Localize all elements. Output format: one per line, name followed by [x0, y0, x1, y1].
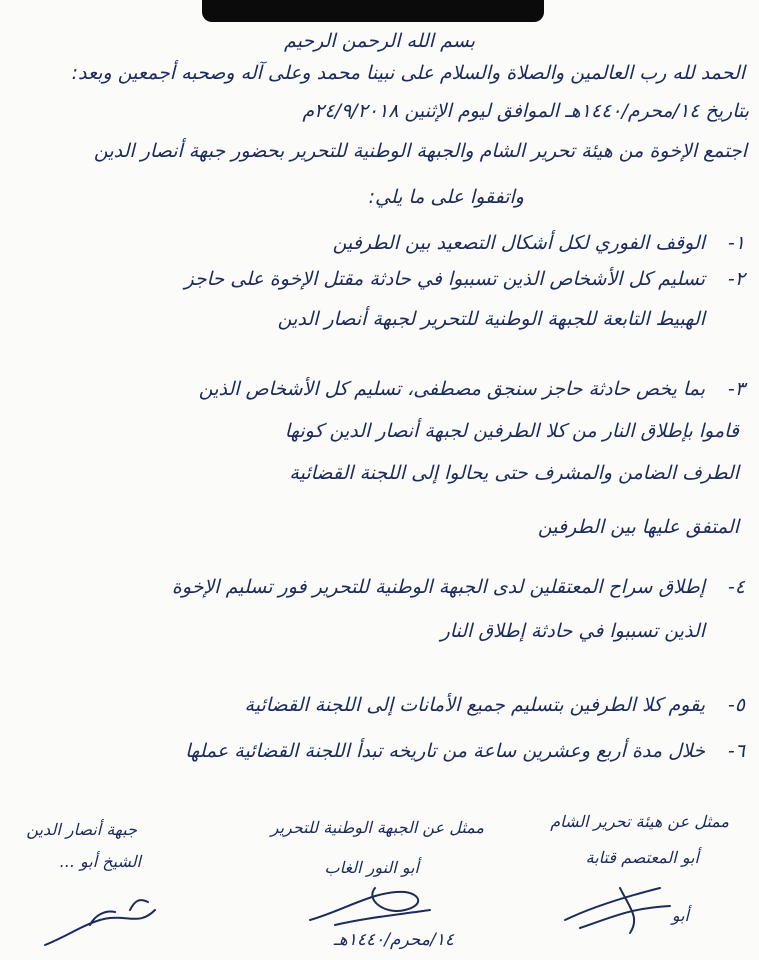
intro-line-1: الحمد لله رب العالمين والصلاة والسلام على نبينا محمد وعلى آله وصحبه أجمعين وبعد: — [71, 62, 745, 84]
signatory-left-title: جبهة أنصار الدين — [26, 820, 137, 839]
item-4-line-2: الذين تسببوا في حادثة إطلاق النار — [440, 620, 705, 642]
intro-line-3: اجتمع الإخوة من هيئة تحرير الشام والجبهة الوطنية للتحرير بحضور جبهة أنصار الدين — [93, 140, 747, 162]
intro-line-4: واتفقوا على ما يلي: — [368, 186, 524, 208]
item-5-number: ٥- — [727, 694, 745, 716]
item-6-number: ٦- — [727, 740, 745, 762]
item-2-number: ٢- — [727, 268, 745, 290]
signatory-middle-name: أبو النور الغاب — [324, 858, 419, 877]
signature-left — [40, 890, 160, 950]
signatory-right-name: أبو المعتصم قتابة — [585, 848, 699, 867]
signatory-right-title: ممثل عن هيئة تحرير الشام — [550, 812, 729, 831]
item-1-number: ١- — [727, 232, 745, 254]
item-3-line-3: الطرف الضامن والمشرف حتى يحالوا إلى اللجنة القضائية — [289, 462, 739, 484]
item-3-line-2: قاموا بإطلاق النار من كلا الطرفين لجبهة أنصار الدين كونها — [284, 420, 739, 442]
item-3-number: ٣- — [727, 378, 745, 400]
basmala: بسم الله الرحمن الرحيم — [284, 30, 475, 52]
item-6-line-1: خلال مدة أربع وعشرين ساعة من تاريخه تبدأ اللجنة القضائية عملها — [185, 740, 705, 762]
intro-line-2: بتاريخ ١٤/محرم/١٤٤٠هـ الموافق ليوم الإثنين ٢٤/٩/٢٠١٨م — [302, 100, 749, 122]
item-2-line-1: تسليم كل الأشخاص الذين تسببوا في حادثة مقتل الإخوة على حاجز — [184, 268, 705, 290]
signatory-left-name: الشيخ أبو ... — [59, 852, 141, 871]
item-4-number: ٤- — [727, 576, 745, 598]
item-5-line-1: يقوم كلا الطرفين بتسليم جميع الأمانات إلى اللجنة القضائية — [244, 694, 705, 716]
signatory-middle-title: ممثل عن الجبهة الوطنية للتحرير — [270, 818, 484, 837]
signature-middle — [305, 880, 435, 930]
signature-right — [560, 878, 680, 938]
signatory-right-sign-text: أبو — [671, 906, 689, 925]
item-2-line-2: الهبيط التابعة للجبهة الوطنية للتحرير لجبهة أنصار الدين — [277, 308, 705, 330]
item-3-line-4: المتفق عليها بين الطرفين — [537, 516, 739, 538]
item-3-line-1: بما يخص حادثة حاجز سنجق مصطفى، تسليم كل الأشخاص الذين — [198, 378, 705, 400]
item-4-line-1: إطلاق سراح المعتقلين لدى الجبهة الوطنية للتحرير فور تسليم الإخوة — [171, 576, 705, 598]
footer-date: ١٤/محرم/١٤٤٠هـ — [333, 930, 454, 950]
clipboard-clip — [202, 0, 544, 22]
item-1-line-1: الوقف الفوري لكل أشكال التصعيد بين الطرفين — [332, 232, 705, 254]
